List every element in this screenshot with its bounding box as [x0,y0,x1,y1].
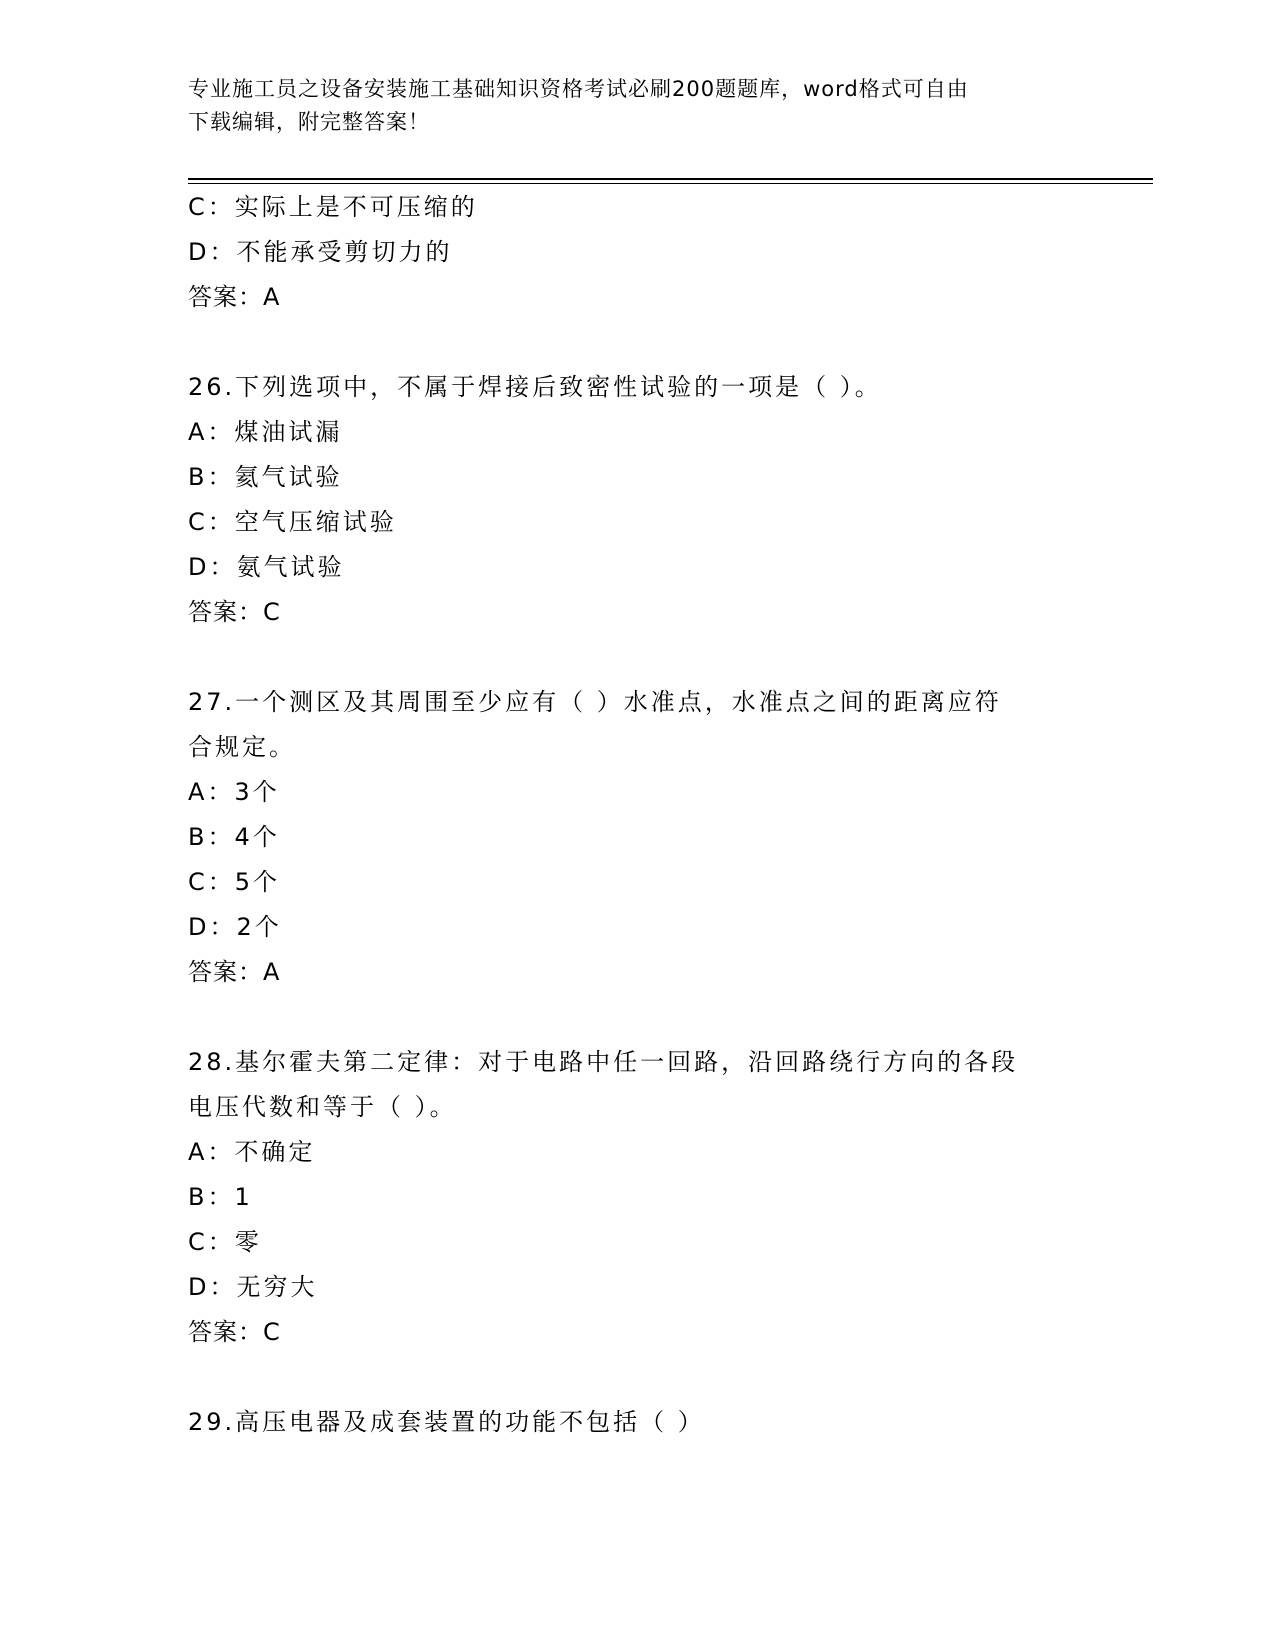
header-divider-thick [188,178,1153,180]
q25-answer: 答案：A [188,283,281,311]
q26-question: 26.下列选项中，不属于焊接后致密性试验的一项是（ ）。 [188,373,882,401]
q26-option-a: A：煤油试漏 [188,418,343,446]
q27-question-line-2: 合规定。 [188,733,296,761]
q28-option-d: D：无穷大 [188,1273,318,1301]
q28-answer: 答案：C [188,1318,281,1346]
header-line-2: 下载编辑，附完整答案！ [188,110,430,134]
q26-option-c: C：空气压缩试验 [188,508,397,536]
q27-option-d: D：2个 [188,913,282,941]
q25-option-c: C：实际上是不可压缩的 [188,193,478,221]
q26-option-d: D：氨气试验 [188,553,345,581]
q28-question-line-1: 28.基尔霍夫第二定律：对于电路中任一回路，沿回路绕行方向的各段 [188,1048,1019,1076]
q27-option-a: A：3个 [188,778,280,806]
q28-option-b: B：1 [188,1183,253,1211]
q27-option-b: B：4个 [188,823,280,851]
q29-question: 29.高压电器及成套装置的功能不包括（ ） [188,1408,705,1436]
q28-question-line-2: 电压代数和等于（ ）。 [188,1093,457,1121]
q28-option-a: A：不确定 [188,1138,316,1166]
document-header [188,73,1068,139]
q27-answer: 答案：A [188,958,281,986]
q28-option-c: C：零 [188,1228,262,1256]
q26-option-b: B：氦气试验 [188,463,343,491]
header-divider-thin [188,183,1153,184]
q27-option-c: C：5个 [188,868,281,896]
q27-question-line-1: 27.一个测区及其周围至少应有（ ）水准点，水准点之间的距离应符 [188,688,1002,716]
q25-option-d: D：不能承受剪切力的 [188,238,453,266]
q26-answer: 答案：C [188,598,281,626]
header-line-1: 专业施工员之设备安装施工基础知识资格考试必刷200题题库，word格式可自由 [188,77,969,101]
